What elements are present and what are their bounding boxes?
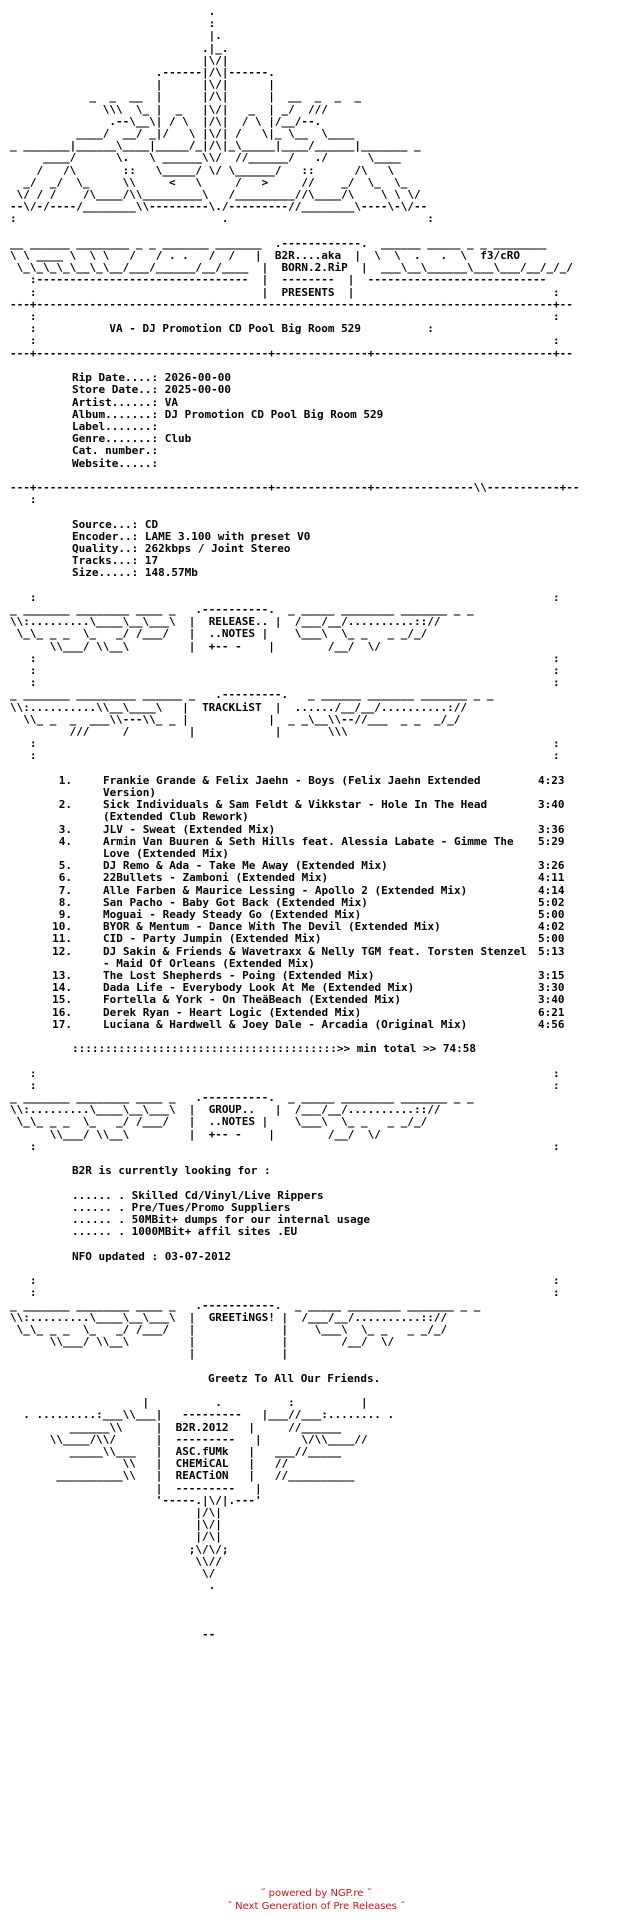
track-item: 4. Armin Van Buuren & Seth Hills feat. Alessia Labate - Gimme The Love (Extended Mix) 5:29 — [58, 834, 565, 861]
track-item: 15. Fortella & York - On TheäBeach (Extended Mix) 3:40 — [52, 993, 565, 1007]
group-notes-line1: GROUP.. — [208, 1103, 256, 1117]
presents-banner: __ ______ ________ _ _ _______ _______ .------------. ______ _____ _ _ ________ \ \ ____ \ \ \ / / . . / / | B2R....aka | \ \ . . \ f3/cRO \_\_\_\_\__\_\__/___/______/__/____ | BORN.2.RiP | ___\__\______\___\___/__/_/_/ :-------------------------------- | -------- | --------------------------- : | PRESENTS | : ---+------------------------------------------------------------------------------+-- : : : VA - DJ Promotion CD Pool Big Room 529 : : : ---+-----------------------------------+--------------+---------------------------+-- — [10, 236, 573, 360]
credits-box: | . : | . .........:___\\___| --------- |___//___:........ . ______\\ | B2R.2012 | //______ \\____/\\/ | --------- | \/\\____// _____\\___ | ASC.fUMk | ___//_____ \\ | CHEMiCAL | // __________\\ | REACTiON | //__________ | --------- | '-----.|\/|.---' |/\| |\/| |/\| ;\/\/; \\// \/ . -- — [23, 1396, 395, 1642]
tracklist-header: TRACKLiST — [202, 700, 262, 714]
release-info: Rip Date....: 2026-00-00 Store Date..: 2025-00-00 Artist......: VA Album.......: DJ Promotion CD Pool Big Room 529 Label.......: Genre.......: Club Cat. number.: Website.....: — [72, 371, 384, 470]
group-notes-header: : : : : _ _______ ________ ____ _ .----------. _ _____ ________ _______ _ _ \\:.........\____\__\___\ | GROUP.. | /___/__/..........::// \_\_ _ _ \_ _/ /___/ | ..NOTES | \___\ \_ _ _ _/_/ \\___/ \\__\ | +-- - | /__/ \/ : : — [10, 1066, 560, 1153]
track-item: 16. Derek Ryan - Heart Logic (Extended Mix) 6:21 — [52, 1005, 565, 1019]
group-notes: B2R is currently looking for : ...... . Skilled Cd/Vinyl/Live Rippers ...... . Pre/Tues/Promo Suppliers ...... . 50MBit+ dumps for our internal usage ...... . 1000MBit+ affil sites .EU NFO updated : 03-07-2012 — [72, 1164, 371, 1263]
greetz-text: Greetz To All Our Friends. — [208, 1371, 381, 1385]
total-time-line — [72, 1043, 622, 1055]
track-item: 14. Dada Life - Everybody Look At Me (Extended Mix) 3:30 — [52, 981, 565, 995]
greetings-label: GREETiNGS! — [208, 1310, 275, 1324]
header-ascii-art: . : |. .|_. |\/| .------|/\|------. | |\/| | _ _ __ | |/\| | __ _ _ _ \\\ \_ | _ |\/| _ | _/ /// .--\__\| / \ |/\| / \ |/__/--. ____/ __/ _|/ \ |\/| / \|_ \__ \____ _ _______|______\____|_____/_|/\|_\_____|____/______|_______ _ ____/ \. \ ______\\/ //______/ ./ \____ / /\ :: \_____/ \/ \______/ :: /\ \ _/ _/ \_ \\ < \ / > // _/ \_ \_ \/ / / /\____/\\_________\ /_________//\____/\ \ \ \/ --\/-/----/________\\---------\./---------//________\----\-\/-- : . : — [10, 6, 434, 226]
presents-label: PRESENTS — [281, 285, 335, 299]
group-notes-line2: ..NOTES — [208, 1115, 256, 1129]
credits-group: B2R.2012 — [175, 1420, 229, 1434]
credits-line3: REACTiON — [175, 1469, 229, 1483]
track-item: 1. Frankie Grande & Felix Jaehn - Boys (Felix Jaehn Extended Version) 4:23 — [58, 773, 565, 799]
track-item: 3. JLV - Sweat (Extended Mix) 3:36 — [58, 822, 565, 836]
track-item: 5. DJ Remo & Ada - Take Me Away (Extended Mix) 3:26 — [58, 859, 565, 873]
total-time: 74:58 — [442, 1042, 476, 1056]
release-notes-header: : : _ _______ ________ ____ _ .----------. _ _____ ________ _______ _ _ \\:.........\____\__\___\ | RELEASE.. | /___/__/..........::// \_\_ _ _ \_ _/ /___/ | ..NOTES | \___\ \_ _ _ _/_/ \\___/ \\__\ | +-- - | /__/ \/ : : : : : : _ _______ _________ ______ _ .---------. _ ______ _______ _______ _ _ \\:..........\\__\____\ | TRACKLiST | ....../__/__/..........:// \\_ _ _ ___\\---\\_ _ | | _ _\__\\--//___ _ _ _/_/ /// / | | \\\ : : : : — [10, 590, 560, 763]
track-item: 8. San Pacho - Baby Got Back (Extended Mix) 5:02 — [58, 895, 565, 909]
release-title: VA - DJ Promotion CD Pool Big Room 529 — [109, 322, 362, 336]
nfo-document: . : |. .|_. |\/| .------|/\|------. | |\/| | _ _ __ | |/\| | __ _ _ _ \\\ \_ | _ |\/| _ | _/ /// .--\__\| / \ |/\| / \ |/__/--. ____/ __/ _|/ \ |\/| / \|_ \__ \____ _ _______|______\____|_____/_|/\|_\_____|____/______|_______ _ ____/ \. \ ______\\/ //______/ ./ \____ / /\ :: \_____/ \/ \______/ :: /\ \ _/ _/ \_ \\ < \ / > // _/ \_ \_ \/ / / /\____/\\_________\ /_________//\____/\ \ \ \/ --\/-/----/________\\---------\./---------//________\----\-\/-- : . : __ ______ ________ _ _ _______ _______ .------------. ______ _____ _ _ ________ \ \ ____ \ \ \ / / . . / / | B2R....aka | \ \ . . \ f3/cRO \_\_\_\_\__\_\__/___/______/__/____ | BORN.2.RiP | ___\__\______\___\___/__/_/_/ :-------------------------------- | -------- | --------------------------- : | PRESENTS | : ---+------------------------------------------------------------------------------+-- : : : VA - DJ Promotion CD Pool Big Room 529 : : : ---+-----------------------------------+--------------+---------------------------+-- Rip Date....: 2026-00-00 Store Date..: 2025-00-00 Artist......: VA Album.......: DJ Promotion CD Pool Big Room 529 Label.......: Genre.......: Club Cat. number.: Website.....: ---+-----------------------------------+--------------+---------------\\-----------+-- : Source...: CD Encoder..: LAME 3.100 with preset V0 Quality..: 262kbps / Joint Stereo Tracks...: 17 Size.....: 148.57Mb : : _ _______ ________ ____ _ .----------. _ _____ ________ _______ _ _ \\:.........\____\__\___\ | RELEASE.. | /___/__/..........::// \_\_ _ _ \_ _/ /___/ | ..NOTES | \___\ \_ _ _ _/_/ \\___/ \\__\ | +-- - | /__/ \/ : : : : : : _ _______ _________ ______ _ .---------. _ ______ _______ _______ _ _ \\:..........\\__\____\ | TRACKLiST | ....../__/__/..........:// \\_ _ _ ___\\---\\_ _ | | _ _\__\\--//___ _ _ _/_/ /// / | | \\\ : : : : 1. Frankie Grande & Felix Jaehn - Boys (Felix Jaehn Extended Version) 4:23 2. Sick Individuals & Sam Feldt & Vikkstar - Hole In The Head (Extended Club Rework) 3:40 3. JLV - Sweat (Extended Mix) 3:36 4. Armin Van Buuren & Seth Hills feat. Alessia Labate - Gimme The Love (Extended Mix) 5:29 5. DJ Remo & Ada - Take Me Away (Extended Mix) 3:26 6. 22Bullets - Zamboni (Extended Mix) 4:11 7. Alle Farben & Maurice Lessing - Apollo 2 (Extended Mix) 4:14 8. San Pacho - Baby Got Back (Extended Mix) 5:02 9. Moguai - Ready Steady Go (Extended Mix) 5:00 10. BYOR & Mentum - Dance With The Devil (Extended Mix) 4:02 11. CID - Party Jumpin (Extended Mix) 5:00 12. DJ Sakin & Friends & Wavetraxx & Nelly TGM feat. Torsten Stenzel - Maid Of Orleans (Extended Mix) 5:13 13. The Lost Shepherds - Poing (Extended Mix) 3:15 14. Dada Life - Everybody Look At Me (Extended Mix) 3:30 15. Fortella & York - On TheäBeach (Extended Mix) 3:40 16. Derek Ryan - Heart Logic (Extended Mix) 6:21 17. Luciana & Hardwell & Joey Dale - Arcadia (Original Mix) 4:56 ::::::::::::::::::::::::::::::::::::::::>> min total >> 74:58 : : : : _ _______ ________ ____ _ .----------. _ _____ ________ _______ _ _ \\:.........\____\__\___\ | GROUP.. | /___/__/..........::// \_\_ _ _ \_ _/ /___/ | ..NOTES | \___\ \_ _ _ _/_/ \\___/ \\__\ | +-- - | /__/ \/ : : B2R is currently looking for : ...... . Skilled Cd/Vinyl/Live Rippers ...... . Pre/Tues/Promo Suppliers ...... . 50MBit+ dumps for our internal usage ...... . 1000MBit+ affil sites .EU NFO updated : 03-07-2012 : : : : _ _______ ________ ____ _ .-----------. _ _____ ________ _______ _ _ \\:.........\____\__\___\ | GREETiNGS! | /___/__/..........::// \_\_ _ _ \_ _/ /___/ | | \___\ \_ _ _ _/_/ \\___/ \\__\ | | /__/ \/ | | Greetz To All Our Friends. | . : | . .........:___\\___| --------- |___//___:........ . ______\\ | B2R.2012 | //______ \\____/\\/ | --------- | \/\\____// _____\\___ | ASC.fUMk | ___//_____ \\ | CHEMiCAL | // __________\\ | REACTiON | //__________ | --------- | '-----.|\/|.---' |/\| |\/| |/\| ;\/\/; \\// \/ . -- — [10, 6, 622, 1641]
credits-line1: ASC.fUMk — [175, 1444, 229, 1458]
greetings-header: : : : : _ _______ ________ ____ _ .-----------. _ _____ ________ _______ _ _ \\:.........\____\__\___\ | GREETiNGS! | /___/__/..........::// \_\_ _ _ \_ _/ /___/ | | \___\ \_ _ _ _/_/ \\___/ \\__\ | | /__/ \/ | | — [10, 1274, 560, 1361]
group-name-line1: B2R....aka — [274, 249, 342, 263]
credits-line2: CHEMiCAL — [175, 1457, 229, 1471]
footer-line1: ˝ powered by NGP.re ˝ — [260, 1888, 372, 1899]
track-item: 9. Moguai - Ready Steady Go (Extended Mix) 5:00 — [58, 908, 565, 922]
group-name-line2: BORN.2.RiP — [281, 261, 348, 275]
track-item: 11. CID - Party Jumpin (Extended Mix) 5:00 — [52, 932, 565, 946]
track-item: 13. The Lost Shepherds - Poing (Extended Mix) 3:15 — [52, 969, 565, 983]
total-label: ::::::::::::::::::::::::::::::::::::::::>> min total >> — [72, 1042, 437, 1056]
tech-info: Source...: CD Encoder..: LAME 3.100 with preset V0 Quality..: 262kbps / Joint Stereo Tracks...: 17 Size.....: 148.57Mb — [72, 517, 311, 580]
footer — [0, 1887, 632, 1913]
footer-line2: ˝ Next Generation of Pre Releases ˝ — [227, 1901, 405, 1912]
track-item: 7. Alle Farben & Maurice Lessing - Apollo 2 (Extended Mix) 4:14 — [58, 883, 565, 897]
track-item: 6. 22Bullets - Zamboni (Extended Mix) 4:11 — [58, 871, 565, 885]
release-notes-line2: ..NOTES — [208, 627, 256, 641]
release-notes-line1: RELEASE.. — [208, 615, 269, 629]
track-item: 10. BYOR & Mentum - Dance With The Devil (Extended Mix) 4:02 — [52, 920, 565, 934]
track-item: 2. Sick Individuals & Sam Feldt & Vikkstar - Hole In The Head (Extended Club Rework) 3:40 — [58, 798, 565, 824]
track-item: 17. Luciana & Hardwell & Joey Dale - Arcadia (Original Mix) 4:56 — [52, 1017, 565, 1031]
track-item: 12. DJ Sakin & Friends & Wavetraxx & Nelly TGM feat. Torsten Stenzel - Maid Of Orleans (Extended Mix) 5:13 — [52, 944, 565, 970]
artist-tag: f3/cRO — [480, 249, 520, 263]
